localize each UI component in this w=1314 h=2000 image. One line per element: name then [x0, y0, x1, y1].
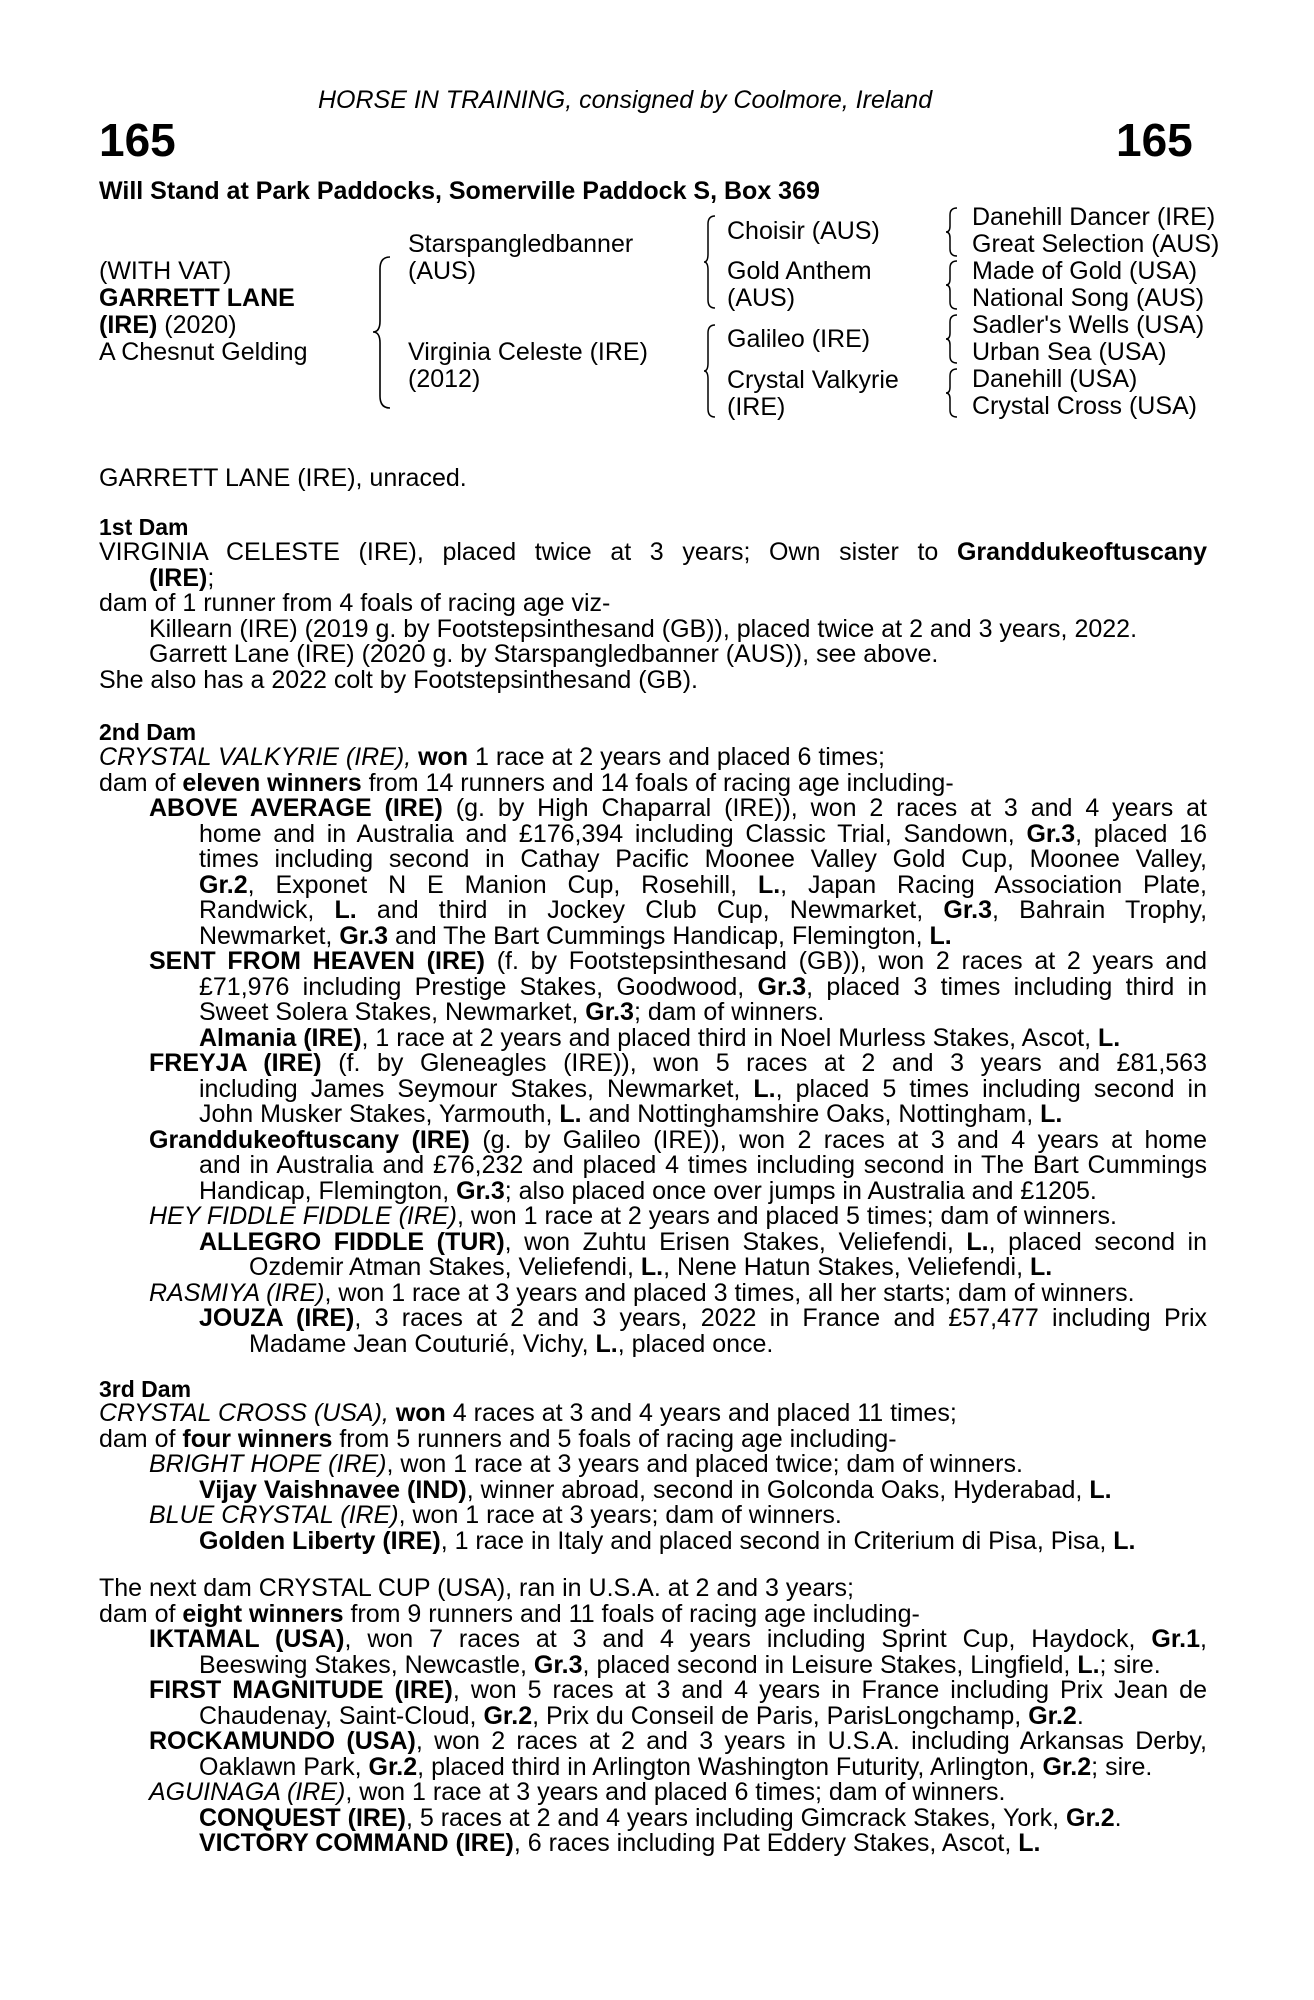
text: Madame Jean Couturié, Vichy, — [249, 1329, 589, 1358]
text: , won 1 race at 3 years and placed 6 times; dam of winners. — [345, 1778, 1006, 1806]
text: , Prix du Conseil de Paris, ParisLongchamp, — [532, 1701, 1022, 1730]
sire-dam-country: (AUS) — [727, 284, 796, 312]
text: , won 1 race at 3 years; dam of winners. — [398, 1501, 842, 1529]
gen3-dsd: Urban Sea (USA) — [972, 338, 1167, 366]
listed: L. — [1098, 1023, 1121, 1052]
text: , Japan Racing Association Plate, — [780, 870, 1207, 899]
grade: Gr.2 — [368, 1752, 418, 1781]
produce-line — [99, 1678, 1207, 1704]
text: Handicap, Flemington, — [199, 1176, 450, 1205]
pedigree-brace-sire — [703, 214, 717, 310]
listed: L. — [1077, 1650, 1100, 1679]
produce-line — [99, 1803, 1207, 1832]
text: Beeswing Stakes, Newcastle, — [199, 1650, 527, 1679]
listed: L. — [1030, 1253, 1053, 1281]
text: . — [1114, 1803, 1122, 1832]
sire-country: (AUS) — [408, 257, 477, 285]
listed: L. — [334, 896, 357, 924]
text: , won Zuhtu Erisen Stakes, Veliefendi, — [504, 1227, 954, 1256]
produce-line — [99, 949, 1207, 975]
dam-dam-name: Crystal Valkyrie — [727, 366, 899, 394]
produce-line — [99, 1329, 1207, 1358]
produce-line — [99, 1125, 1208, 1154]
vat-note: (WITH VAT) — [99, 257, 232, 285]
text: , — [1200, 1625, 1207, 1653]
pedigree-dam-dam — [727, 367, 899, 421]
text: and third in Jockey Club Cup, Newmarket, — [376, 896, 924, 924]
produce-line — [99, 819, 1207, 848]
text: Newmarket, — [199, 921, 333, 950]
gen3-ssd: Great Selection (AUS) — [972, 230, 1220, 258]
produce-line — [99, 1752, 1207, 1781]
listed: L. — [757, 870, 781, 899]
horse-description: A Chesnut Gelding — [99, 338, 308, 366]
horse-name: BLUE CRYSTAL (IRE) — [149, 1501, 399, 1529]
horse-name: Almania (IRE) — [199, 1023, 362, 1052]
listed: L. — [929, 921, 952, 950]
produce-line — [99, 870, 1207, 899]
grade: Gr.2 — [1042, 1752, 1092, 1781]
text: John Musker Stakes, Yarmouth, — [199, 1100, 553, 1128]
first-dam-note: She also has a 2022 colt by Footstepsinthesand (GB). — [99, 665, 698, 694]
produce-line — [99, 972, 1207, 1001]
horse-name: Granddukeoftuscany (IRE) — [149, 1125, 470, 1154]
gen3-ddd: Crystal Cross (USA) — [972, 392, 1198, 420]
listed: L. — [1089, 1475, 1112, 1504]
text: Ozdemir Atman Stakes, Veliefendi, — [249, 1253, 634, 1281]
pedigree-brace-ds — [945, 313, 959, 365]
pedigree-brace-dam — [703, 323, 717, 419]
text: , 3 races at 2 and 3 years, 2022 in France and £57,477 including Prix — [354, 1304, 1208, 1332]
pedigree-brace-main — [372, 255, 392, 410]
text: . — [1076, 1701, 1084, 1730]
text: , 6 races including Pat Eddery Stakes, Ascot, — [513, 1829, 1012, 1857]
text: 1 race at 2 years and placed 6 times; — [475, 743, 885, 771]
gen3-dds: Danehill (USA) — [972, 365, 1138, 393]
text: , winner abroad, second in Golconda Oaks, Hyderabad, — [466, 1475, 1083, 1504]
next-dam-line — [99, 1599, 1207, 1628]
horse-name: FIRST MAGNITUDE (IRE) — [149, 1676, 453, 1704]
first-dam-line — [99, 540, 1207, 566]
first-dam-line — [99, 563, 1207, 592]
horse-name: ABOVE AVERAGE (IRE) — [149, 794, 443, 822]
horse-name: BRIGHT HOPE (IRE) — [149, 1450, 387, 1478]
text: , won 2 races at 2 and 3 years in U.S.A. including Arkansas Derby, — [415, 1727, 1207, 1755]
text: and The Bart Cummings Handicap, Flemington, — [394, 921, 923, 950]
third-dam-line — [99, 1401, 1207, 1427]
text: , won 1 race at 3 years and placed twice; dam of winners. — [386, 1450, 1023, 1478]
text: dam of — [99, 768, 176, 797]
dam-year: (2012) — [408, 365, 481, 393]
produce-line — [99, 1701, 1207, 1730]
listed: L. — [1018, 1829, 1041, 1857]
text: , 5 races at 2 and 4 years including Gimcrack Stakes, York, — [405, 1803, 1060, 1832]
pedigree-dam — [408, 339, 648, 393]
produce-item: Killearn (IRE) (2019 g. by Footstepsinthesand (GB)), placed twice at 2 and 3 years, 2022. — [149, 614, 1138, 643]
horse-name: Vijay Vaishnavee (IND) — [199, 1475, 467, 1504]
produce-line: and in Australia and £76,232 and placed 4 times including second in The Bart Cummings — [199, 1151, 1207, 1179]
produce-line — [99, 898, 1207, 924]
horse-name: ALLEGRO FIDDLE (TUR) — [199, 1227, 505, 1256]
text: including James Seymour Stakes, Newmarket, — [199, 1074, 741, 1103]
grade: Gr.3 — [757, 972, 807, 1001]
gen3-sds: Made of Gold (USA) — [972, 257, 1198, 285]
first-dam-section — [99, 540, 1207, 693]
grade: Gr.3 — [943, 896, 993, 924]
second-dam-section — [99, 745, 1207, 1357]
produce-line — [99, 1627, 1207, 1653]
horse-name: JOUZA (IRE) — [199, 1304, 355, 1332]
grade: Gr.3 — [456, 1176, 505, 1205]
grade: Gr.2 — [1066, 1803, 1115, 1832]
produce-line — [99, 1176, 1207, 1205]
dam-name: Virginia Celeste (IRE) — [408, 338, 648, 366]
text: , Exponet N E Manion Cup, Rosehill, — [247, 870, 738, 899]
text: , won 5 races at 3 and 4 years in France including Prix Jean de — [452, 1676, 1207, 1704]
produce-line — [99, 1023, 1207, 1052]
gen3-sss: Danehill Dancer (IRE) — [972, 203, 1216, 231]
text: ; sire. — [1091, 1752, 1153, 1781]
horse-country: (IRE) — [99, 311, 158, 339]
produce-line — [99, 1255, 1207, 1281]
produce-line — [99, 1452, 1207, 1478]
winner-count: eight winners — [182, 1599, 344, 1628]
text: (f. by Gleneagles (IRE)), won 5 races at 2 and 3 years and £81,563 — [338, 1049, 1207, 1077]
text: , won 1 race at 3 years and placed 3 times, all her starts; dam of winners. — [324, 1278, 1135, 1307]
dam-name: CRYSTAL VALKYRIE (IRE), — [99, 743, 412, 771]
won-label: won — [418, 743, 469, 771]
produce-line — [99, 796, 1207, 822]
winner-count: four winners — [182, 1424, 333, 1453]
text: dam of — [99, 1599, 176, 1628]
text: and Nottinghamshire Oaks, Nottingham, — [588, 1100, 1034, 1128]
second-dam-heading: 2nd Dam — [99, 719, 197, 745]
text: , won 7 races at 3 and 4 years including Sprint Cup, Haydock, — [344, 1625, 1136, 1653]
produce-line — [99, 1051, 1207, 1077]
grade: Gr.2 — [483, 1701, 533, 1730]
third-dam-section — [99, 1401, 1207, 1554]
horse-name: CONQUEST (IRE) — [199, 1803, 406, 1832]
text: (f. by Footstepsinthesand (GB)), won 2 races at 2 years and — [496, 947, 1208, 975]
sister-country: (IRE) — [149, 563, 208, 592]
horse-name: HEY FIDDLE FIDDLE (IRE) — [149, 1202, 457, 1230]
sister-name: Granddukeoftuscany — [956, 538, 1207, 566]
produce-line — [99, 1650, 1207, 1679]
text: Randwick, — [199, 896, 315, 924]
listed: L. — [1040, 1100, 1063, 1128]
next-dam-line: The next dam CRYSTAL CUP (USA), ran in U.S.A. at 2 and 3 years; — [99, 1574, 854, 1602]
first-dam-text: VIRGINIA CELESTE (IRE), placed twice at 3 years; Own sister to — [99, 538, 939, 566]
text: dam of — [99, 1424, 176, 1453]
text: home and in Australia and £176,394 including Classic Trial, Sandown, — [199, 819, 1015, 848]
text: , 1 race in Italy and placed second in Criterium di Pisa, Pisa, — [440, 1526, 1107, 1555]
text: , Nene Hatun Stakes, Veliefendi, — [663, 1253, 1024, 1281]
text: from 14 runners and 14 foals of racing age including- — [368, 768, 954, 797]
lot-number-right: 165 — [1116, 114, 1193, 166]
third-dam-heading: 3rd Dam — [99, 1376, 192, 1402]
horse-name: SENT FROM HEAVEN (IRE) — [149, 947, 486, 975]
produce-line — [99, 1503, 1207, 1529]
pedigree-brace-sd — [945, 259, 959, 311]
horse-name: IKTAMAL (USA) — [149, 1625, 345, 1653]
listed: L. — [966, 1227, 989, 1256]
text: , 1 race at 2 years and placed third in Noel Murless Stakes, Ascot, — [361, 1023, 1092, 1052]
horse-name: GARRETT LANE — [99, 284, 295, 312]
text: , placed 5 times including second in — [775, 1074, 1207, 1103]
text: Chaudenay, Saint-Cloud, — [199, 1701, 477, 1730]
gen3-dss: Sadler's Wells (USA) — [972, 311, 1205, 339]
grade: Gr.3 — [533, 1650, 583, 1679]
punct: ; — [207, 563, 215, 592]
horse-info — [99, 258, 307, 366]
sire-dam-name: Gold Anthem — [727, 257, 872, 285]
grade: Gr.3 — [585, 998, 634, 1026]
produce-line — [99, 1780, 1207, 1806]
produce-line — [99, 1204, 1207, 1230]
grade: Gr.3 — [1026, 819, 1076, 848]
produce-line — [99, 1074, 1207, 1103]
next-dam-section — [99, 1576, 1207, 1857]
text: ; also placed once over jumps in Australia and £1205. — [504, 1176, 1097, 1205]
pedigree-dam-sire: Galileo (IRE) — [727, 325, 871, 353]
horse-name: Golden Liberty (IRE) — [199, 1526, 441, 1555]
sire-name: Starspangledbanner — [408, 230, 634, 258]
produce-item: Garrett Lane (IRE) (2020 g. by Starspangledbanner (AUS)), see above. — [149, 640, 939, 668]
produce-line — [99, 1729, 1207, 1755]
text: Oaklawn Park, — [199, 1752, 362, 1781]
produce-line — [99, 1227, 1208, 1256]
pedigree-sire — [408, 231, 633, 285]
produce-line — [99, 1306, 1207, 1332]
produce-line: times including second in Cathay Pacific Moonee Valley Gold Cup, Moonee Valley, — [199, 845, 1207, 873]
horse-name: VICTORY COMMAND (IRE) — [199, 1829, 514, 1857]
produce-line — [99, 1526, 1207, 1555]
text: ; dam of winners. — [633, 998, 825, 1026]
text: , placed 3 times including third in — [806, 972, 1207, 1001]
listed: L. — [559, 1100, 582, 1128]
produce-line — [99, 1831, 1207, 1857]
text: , won 1 race at 2 years and placed 5 times; dam of winners. — [456, 1202, 1117, 1230]
horse-name: ROCKAMUNDO (USA) — [149, 1727, 416, 1755]
text: ; sire. — [1099, 1650, 1161, 1679]
text: , placed third in Arlington Washington Futurity, Arlington, — [417, 1752, 1036, 1781]
pedigree-brace-dd — [945, 367, 959, 419]
grade: Gr.3 — [339, 921, 388, 950]
horse-name: AGUINAGA (IRE) — [149, 1778, 346, 1806]
text: , placed second in Leisure Stakes, Lingfield, — [582, 1650, 1071, 1679]
listed: L. — [1113, 1526, 1136, 1555]
listed: L. — [640, 1253, 664, 1281]
horse-origin-year — [99, 312, 307, 339]
second-dam-line — [99, 745, 1207, 771]
text: , placed once. — [617, 1329, 774, 1358]
text: from 5 runners and 5 foals of racing age including- — [339, 1424, 897, 1453]
dam-dam-country: (IRE) — [727, 393, 786, 421]
text: , placed 16 — [1075, 819, 1207, 848]
grade: Gr.2 — [1028, 1701, 1077, 1730]
stand-location: Will Stand at Park Paddocks, Somerville Paddock S, Box 369 — [99, 177, 820, 205]
dam-name: CRYSTAL CROSS (USA), — [99, 1399, 389, 1427]
grade: Gr.2 — [199, 870, 248, 899]
produce-line — [99, 1000, 1207, 1026]
pedigree-gen3 — [972, 204, 1219, 420]
text: Sweet Solera Stakes, Newmarket, — [199, 998, 579, 1026]
pedigree-brace-ss — [945, 206, 959, 258]
text: (g. by High Chaparral (IRE)), won 2 races at 3 and 4 years at — [455, 794, 1207, 822]
won-label: won — [395, 1399, 446, 1427]
text: £71,976 including Prestige Stakes, Goodwood, — [199, 972, 745, 1001]
consignment-header: HORSE IN TRAINING, consigned by Coolmore, Ireland — [318, 86, 933, 114]
gen3-sdd: National Song (AUS) — [972, 284, 1205, 312]
listed: L. — [753, 1074, 776, 1103]
produce-line — [99, 1475, 1207, 1504]
grade: Gr.1 — [1151, 1625, 1201, 1653]
listed: L. — [595, 1329, 618, 1358]
text: 4 races at 3 and 4 years and placed 11 times; — [452, 1399, 957, 1427]
horse-name: FREYJA (IRE) — [149, 1049, 322, 1077]
third-dam-line — [99, 1424, 1207, 1453]
winner-count: eleven winners — [182, 768, 362, 797]
horse-name: RASMIYA (IRE) — [149, 1278, 325, 1307]
race-record-line: GARRETT LANE (IRE), unraced. — [99, 464, 467, 492]
horse-year: (2020) — [157, 311, 237, 339]
produce-line — [99, 1102, 1207, 1128]
first-dam-heading: 1st Dam — [99, 514, 189, 540]
first-dam-produce-summary: dam of 1 runner from 4 foals of racing age viz- — [99, 589, 611, 617]
text: , Bahrain Trophy, — [992, 896, 1208, 924]
produce-line — [99, 921, 1207, 950]
pedigree-sire-dam — [727, 258, 872, 312]
text: , placed second in — [988, 1227, 1208, 1256]
text: from 9 runners and 11 foals of racing age including- — [350, 1599, 920, 1628]
text: (g. by Galileo (IRE)), won 2 races at 3 and 4 years at home — [482, 1125, 1208, 1154]
second-dam-line — [99, 768, 1207, 797]
lot-number-left: 165 — [99, 114, 176, 166]
pedigree-sire-sire: Choisir (AUS) — [727, 217, 880, 245]
produce-line — [99, 1278, 1207, 1307]
